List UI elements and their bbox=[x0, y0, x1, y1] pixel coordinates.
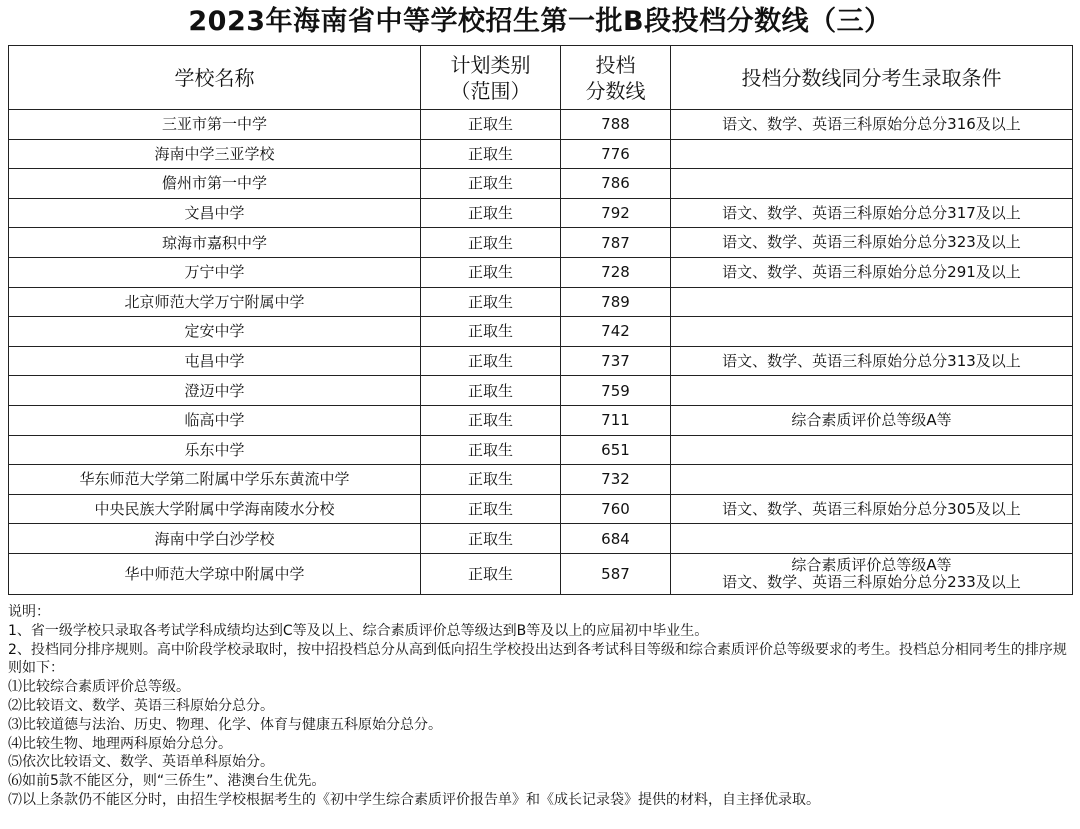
condition-text: 语文、数学、英语三科原始分总分305及以上 bbox=[722, 499, 1021, 518]
school-name-cell: 乐东中学 bbox=[9, 435, 421, 465]
condition-text: 综合素质评价总等级A等 bbox=[791, 555, 952, 574]
note-item: 2、投档同分排序规则。高中阶段学校录取时，按中招投档总分从高到低向招生学校投出达到各考试科目等级和综合素质评价总等级要求的考生。投档总分相同考生的排序规则如下： bbox=[8, 641, 1067, 677]
tie-condition-cell bbox=[671, 405, 1073, 435]
plan-category-cell: 正取生 bbox=[421, 317, 561, 347]
school-name-cell: 北京师范大学万宁附属中学 bbox=[9, 287, 421, 317]
school-name-cell: 海南中学三亚学校 bbox=[9, 139, 421, 169]
school-name-cell: 屯昌中学 bbox=[9, 346, 421, 376]
tie-condition-cell bbox=[671, 257, 1073, 287]
school-name-cell: 儋州市第一中学 bbox=[9, 169, 421, 199]
page-title: 2023年海南省中等学校招生第一批B段投档分数线（三） bbox=[188, 6, 892, 37]
header-plan-category-line1: 计划类别 bbox=[450, 52, 531, 77]
tie-condition-cell bbox=[671, 287, 1073, 317]
notes-section bbox=[8, 603, 1072, 810]
plan-category-cell: 正取生 bbox=[421, 553, 561, 594]
score-line-cell: 776 bbox=[561, 139, 671, 169]
score-line-cell: 651 bbox=[561, 435, 671, 465]
tie-condition-cell bbox=[671, 346, 1073, 376]
tie-condition-cell bbox=[671, 169, 1073, 199]
table-row bbox=[9, 198, 1073, 228]
note-item: ⑴比较综合素质评价总等级。 bbox=[8, 679, 190, 696]
condition-text: 语文、数学、英语三科原始分总分317及以上 bbox=[722, 203, 1021, 222]
header-plan-category bbox=[421, 46, 561, 110]
score-line-cell: 789 bbox=[561, 287, 671, 317]
score-line-cell: 728 bbox=[561, 257, 671, 287]
table-row bbox=[9, 139, 1073, 169]
condition-text: 语文、数学、英语三科原始分总分233及以上 bbox=[722, 572, 1021, 591]
school-name-cell: 澄迈中学 bbox=[9, 376, 421, 406]
score-line-cell: 760 bbox=[561, 494, 671, 524]
table-row bbox=[9, 405, 1073, 435]
tie-condition-cell bbox=[671, 435, 1073, 465]
tie-condition-cell bbox=[671, 317, 1073, 347]
tie-condition-cell bbox=[671, 139, 1073, 169]
table-body bbox=[9, 110, 1073, 595]
plan-category-cell: 正取生 bbox=[421, 287, 561, 317]
note-item: 1、省一级学校只录取各考试学科成绩均达到C等及以上、综合素质评价总等级达到B等及以上的应届初中毕业生。 bbox=[8, 622, 709, 639]
school-name-cell: 万宁中学 bbox=[9, 257, 421, 287]
plan-category-cell: 正取生 bbox=[421, 465, 561, 495]
condition-text: 语文、数学、英语三科原始分总分316及以上 bbox=[722, 114, 1021, 133]
tie-condition-cell bbox=[671, 228, 1073, 258]
plan-category-cell: 正取生 bbox=[421, 110, 561, 140]
tie-condition-cell bbox=[671, 465, 1073, 495]
plan-category-cell: 正取生 bbox=[421, 198, 561, 228]
tie-condition-cell bbox=[671, 376, 1073, 406]
table-row bbox=[9, 553, 1073, 594]
plan-category-cell: 正取生 bbox=[421, 139, 561, 169]
plan-category-cell: 正取生 bbox=[421, 376, 561, 406]
table-row bbox=[9, 169, 1073, 199]
school-name-cell: 临高中学 bbox=[9, 405, 421, 435]
plan-category-cell: 正取生 bbox=[421, 524, 561, 554]
score-line-cell: 742 bbox=[561, 317, 671, 347]
table-header-row bbox=[9, 46, 1073, 110]
table-row bbox=[9, 346, 1073, 376]
school-name-cell: 海南中学白沙学校 bbox=[9, 524, 421, 554]
score-line-cell: 788 bbox=[561, 110, 671, 140]
school-name-cell: 三亚市第一中学 bbox=[9, 110, 421, 140]
header-tie-condition: 投档分数线同分考生录取条件 bbox=[671, 46, 1073, 110]
note-item: ⑵比较语文、数学、英语三科原始分总分。 bbox=[8, 697, 274, 714]
plan-category-cell: 正取生 bbox=[421, 346, 561, 376]
score-line-cell: 711 bbox=[561, 405, 671, 435]
score-line-cell: 737 bbox=[561, 346, 671, 376]
admission-score-table bbox=[8, 45, 1073, 595]
plan-category-cell: 正取生 bbox=[421, 257, 561, 287]
score-line-cell: 587 bbox=[561, 553, 671, 594]
note-item: ⑹如前5款不能区分，则“三侨生”、港澳台生优先。 bbox=[8, 773, 326, 790]
header-school-name: 学校名称 bbox=[9, 46, 421, 110]
table-row bbox=[9, 465, 1073, 495]
score-line-cell: 792 bbox=[561, 198, 671, 228]
table-row bbox=[9, 435, 1073, 465]
score-line-cell: 787 bbox=[561, 228, 671, 258]
condition-text: 语文、数学、英语三科原始分总分291及以上 bbox=[722, 262, 1021, 281]
condition-text: 综合素质评价总等级A等 bbox=[791, 410, 952, 429]
score-line-cell: 684 bbox=[561, 524, 671, 554]
note-item: ⑸依次比较语文、数学、英语单科原始分。 bbox=[8, 754, 274, 771]
tie-condition-cell bbox=[671, 198, 1073, 228]
note-item: ⑶比较道德与法治、历史、物理、化学、体育与健康五科原始分总分。 bbox=[8, 716, 442, 733]
table-row bbox=[9, 524, 1073, 554]
plan-category-cell: 正取生 bbox=[421, 169, 561, 199]
plan-category-cell: 正取生 bbox=[421, 405, 561, 435]
tie-condition-cell bbox=[671, 494, 1073, 524]
header-score-line bbox=[561, 46, 671, 110]
condition-text: 语文、数学、英语三科原始分总分323及以上 bbox=[722, 233, 1021, 252]
notes-heading: 说明： bbox=[8, 604, 50, 620]
table-row bbox=[9, 287, 1073, 317]
table-row bbox=[9, 110, 1073, 140]
tie-condition-cell bbox=[671, 524, 1073, 554]
table-row bbox=[9, 376, 1073, 406]
header-plan-category-line2: （范围） bbox=[450, 78, 531, 103]
score-line-cell: 732 bbox=[561, 465, 671, 495]
table-row bbox=[9, 317, 1073, 347]
table-row bbox=[9, 257, 1073, 287]
tie-condition-cell bbox=[671, 553, 1073, 594]
table-row bbox=[9, 494, 1073, 524]
plan-category-cell: 正取生 bbox=[421, 494, 561, 524]
plan-category-cell: 正取生 bbox=[421, 228, 561, 258]
note-item: ⑺以上条款仍不能区分时，由招生学校根据考生的《初中学生综合素质评价报告单》和《成长记录袋》提供的材料，自主择优录取。 bbox=[8, 791, 820, 808]
school-name-cell: 文昌中学 bbox=[9, 198, 421, 228]
score-line-cell: 786 bbox=[561, 169, 671, 199]
note-item: ⑷比较生物、地理两科原始分总分。 bbox=[8, 735, 232, 752]
score-line-cell: 759 bbox=[561, 376, 671, 406]
school-name-cell: 华东师范大学第二附属中学乐东黄流中学 bbox=[9, 465, 421, 495]
condition-text: 语文、数学、英语三科原始分总分313及以上 bbox=[722, 351, 1021, 370]
school-name-cell: 琼海市嘉积中学 bbox=[9, 228, 421, 258]
table-row bbox=[9, 228, 1073, 258]
school-name-cell: 定安中学 bbox=[9, 317, 421, 347]
header-score-line2: 分数线 bbox=[585, 78, 646, 103]
school-name-cell: 华中师范大学琼中附属中学 bbox=[9, 553, 421, 594]
school-name-cell: 中央民族大学附属中学海南陵水分校 bbox=[9, 494, 421, 524]
tie-condition-cell bbox=[671, 110, 1073, 140]
plan-category-cell: 正取生 bbox=[421, 435, 561, 465]
header-score-line1: 投档 bbox=[595, 52, 636, 77]
